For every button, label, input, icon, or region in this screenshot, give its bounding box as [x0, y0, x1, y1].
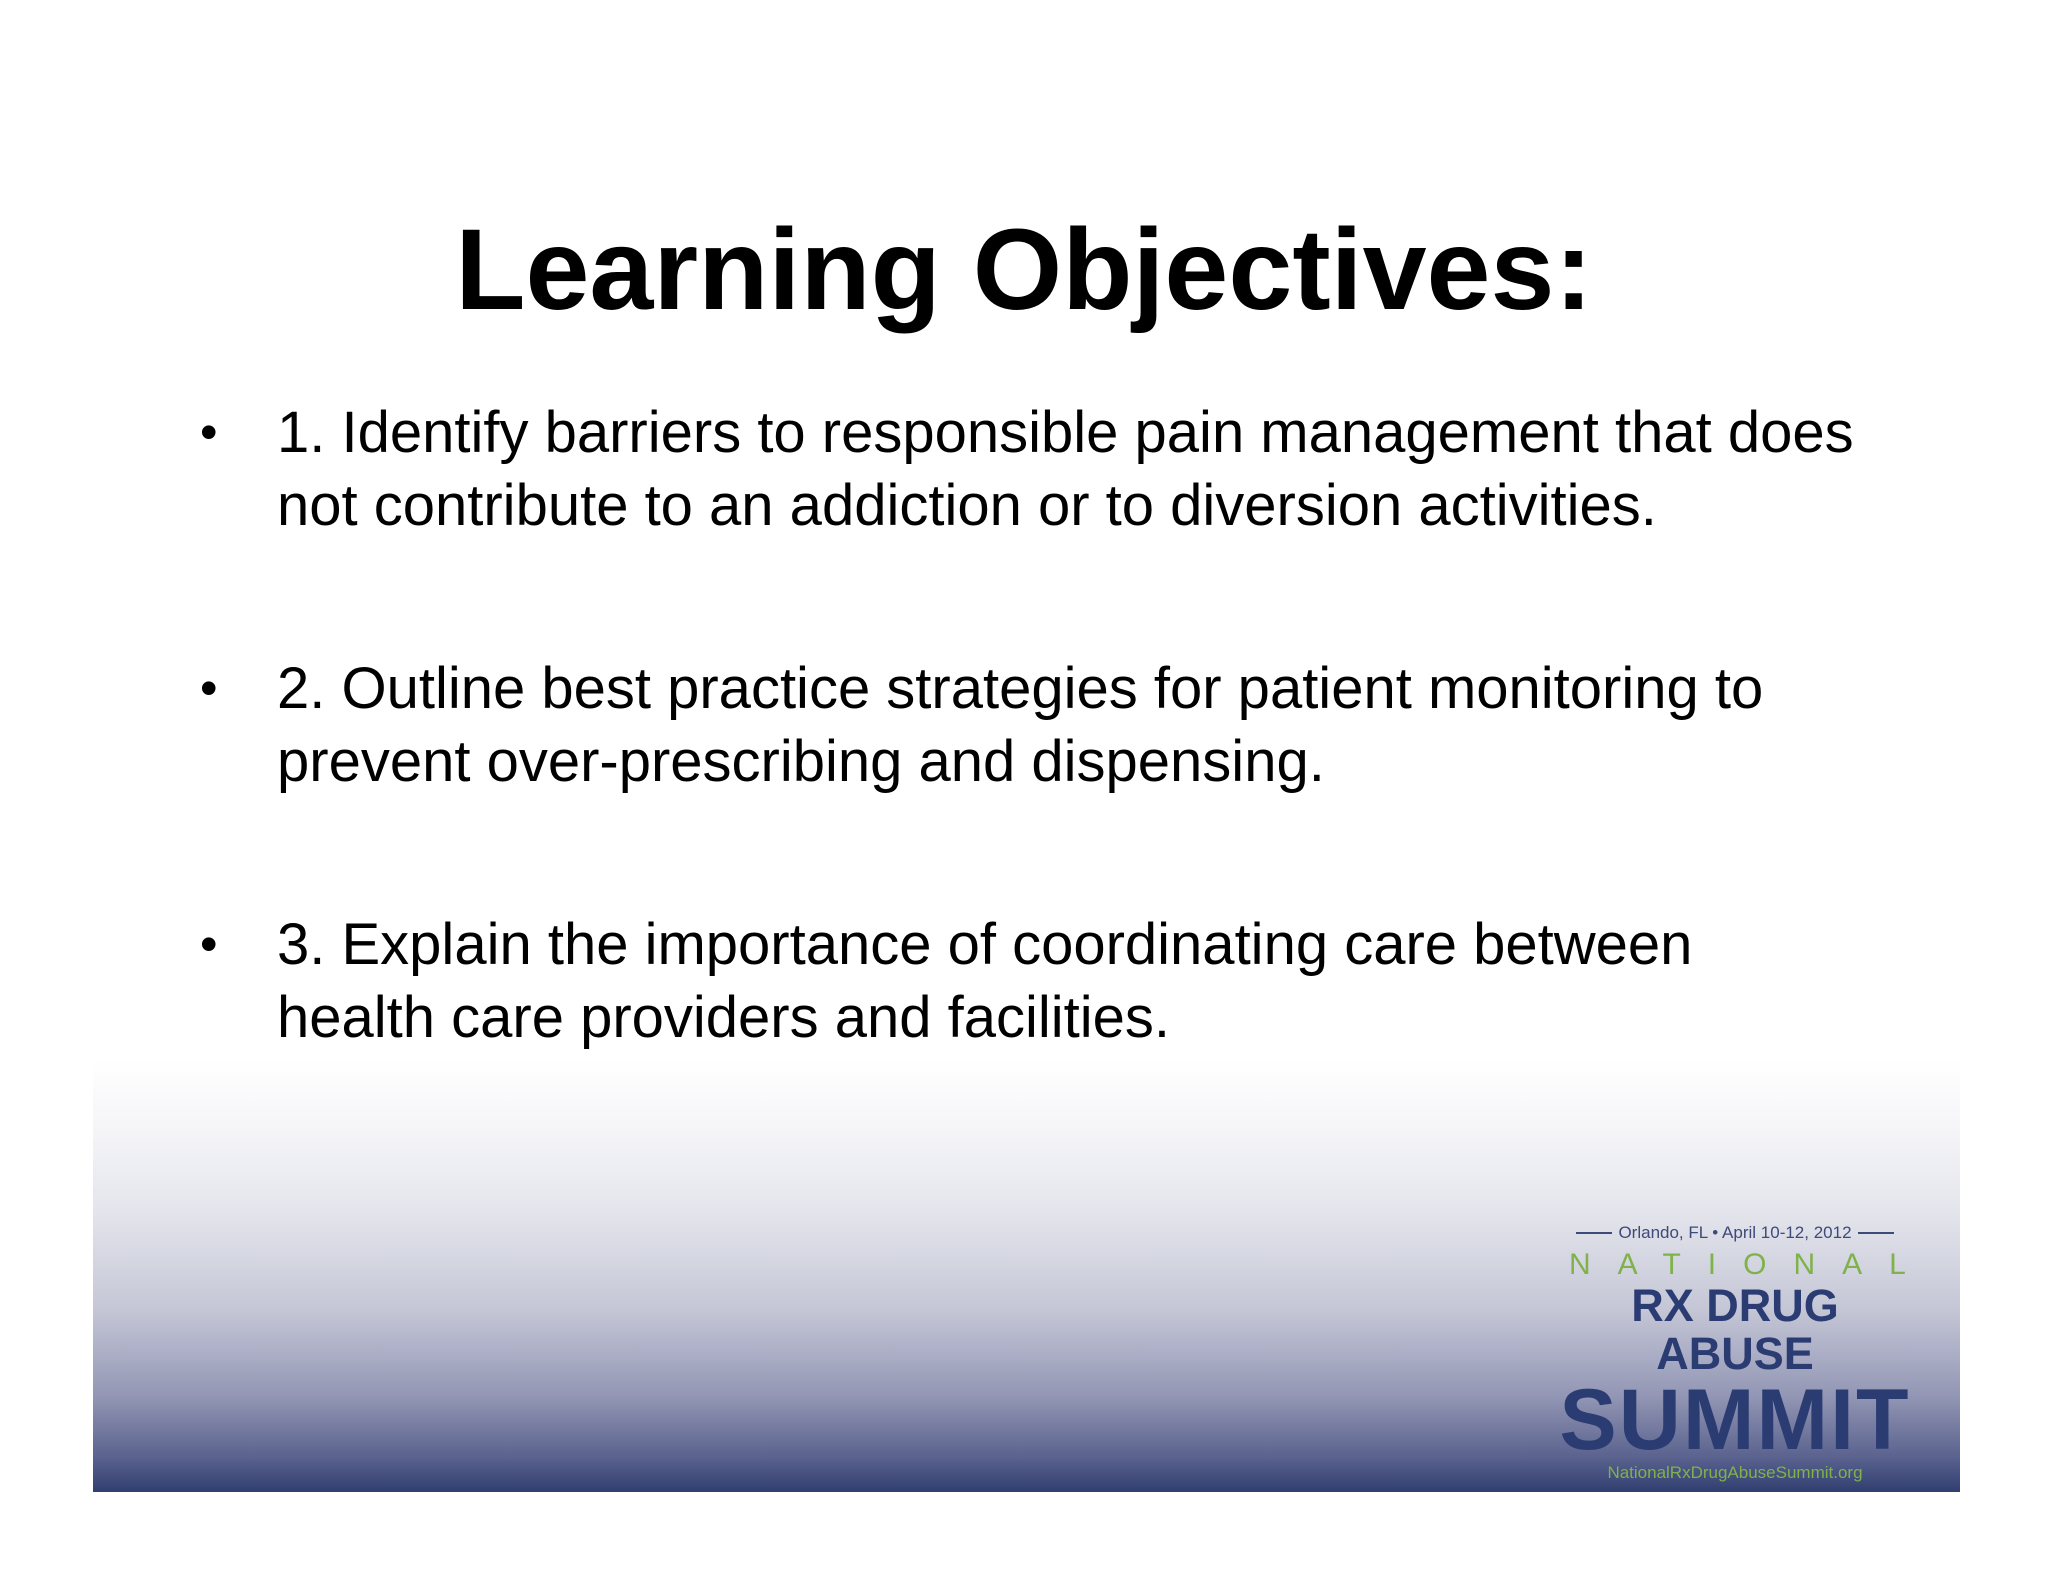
bullet-icon: •: [200, 660, 218, 716]
logo-event-text: Orlando, FL • April 10-12, 2012: [1618, 1223, 1852, 1242]
logo-line-summit: SUMMIT: [1559, 1372, 1911, 1468]
logo-line-rx-drug-abuse: RX DRUG ABUSE: [1631, 1280, 1839, 1379]
objective-item: [200, 908, 1860, 1054]
divider: [1576, 1232, 1612, 1234]
objective-text: 1. Identify barriers to responsible pain management that does not contribute to an addiction or to diversion activities.: [277, 400, 1854, 538]
bullet-icon: •: [200, 404, 218, 460]
divider: [1858, 1232, 1894, 1234]
summit-logo: [1555, 1222, 1933, 1482]
objective-text: 3. Explain the importance of coordinating care between health care providers and facilities.: [277, 912, 1693, 1050]
objectives-list: [200, 396, 1860, 1054]
logo-national: NATIONAL: [1569, 1248, 1933, 1281]
objective-item: [200, 652, 1860, 798]
logo-event-line: [1555, 1222, 1915, 1244]
objective-item: [200, 396, 1860, 542]
logo-url: NationalRxDrugAbuseSummit.org: [1607, 1463, 1863, 1482]
slide-title: Learning Objectives:: [455, 206, 1593, 334]
bullet-icon: •: [200, 916, 218, 972]
objective-text: 2. Outline best practice strategies for patient monitoring to prevent over-prescribing and dispensing.: [277, 656, 1764, 794]
